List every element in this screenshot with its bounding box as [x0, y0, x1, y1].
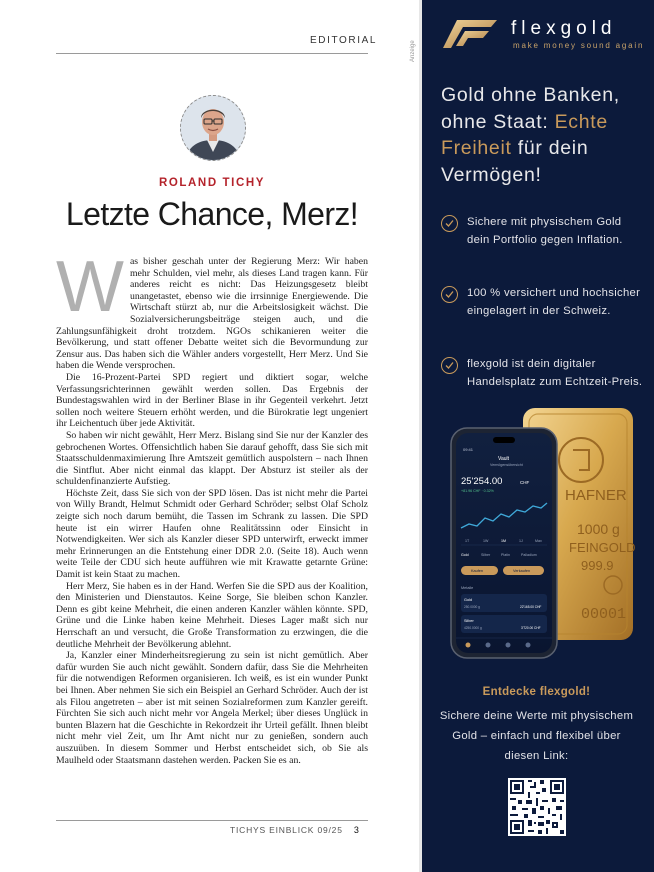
metal-platinum: Platin — [501, 553, 510, 557]
buy-button: Kaufen — [471, 569, 484, 573]
bar-label: FEINGOLD — [569, 540, 636, 555]
paragraph-6: Ja, Kanzler einer Minderheitsregierung zu sein ist nicht gemütlich. Aber dafür wurden Sie auch nicht gewählt. Sondern dafür, dass Sie die Mehrheiten für die notwendigen Reformen organisieren. Ich weiß, es ist ein wunder Punkt bei Ihnen. Aber nehmen Sie sich ein Beispiel an Gerhard Schröder. Auch der ist als Filou angetreten – aber ist mit seinen Sozialreformen zum Kanzler gereift. Fürchten Sie sich auch nicht mehr vor Angela Merkel; über dieses Unglück in bunten Blazern hat die Geschichte in Rekordzeit ihr Urteil gefällt. Ihnen bleibt nicht mehr viel Zeit, um Ihr Amt nicht nur zu genießen, sondern auch auszuüben. In diesem Sommer und Herbst entscheidet sich, ob Sie als Maulheld oder Staatsmann dastehen werden. Packen Sie es an. — [56, 650, 368, 766]
range-1j: 1J — [519, 539, 523, 543]
range-1m: 1M — [501, 539, 506, 543]
bar-purity: 999.9 — [581, 558, 614, 573]
phone-title: Vault — [498, 456, 510, 462]
headline-highlight: Echte Freiheit — [441, 110, 608, 159]
headline-part-2: für dein Vermögen! — [441, 137, 589, 186]
ad-disclosure-label: Anzeige — [410, 40, 416, 62]
check-icon — [441, 286, 458, 303]
holding-silver-amount: 4250.0000 g — [464, 626, 482, 630]
feature-text: Sichere mit physischem Gold dein Portfolio gegen Inflation. — [467, 216, 623, 246]
page-footer — [230, 825, 360, 835]
holding-gold-amount: 250.0000 g — [464, 605, 480, 609]
paragraph-2: Die 16-Prozent-Partei SPD regiert und diktiert sogar, welche Verfassungsrichterinnen gewählt werden sollen. Das Ergebnis der Bundestagswahlen wird in der Berliner Blase in ihr Gegenteil verkehrt. Jetzt sollen noch weitere Steuern erhöht werden, und die Bürokratie legt ungeniert ihr Leichentuch über jede Aktivität. — [56, 371, 368, 430]
check-icon — [441, 215, 458, 232]
phone-balance: 25'254.00 — [461, 476, 503, 487]
paragraph-text: as bisher geschah unter der Regierung Merz: Wir haben mehr Schulden, viel mehr, als dieses Land tragen kann. Für anderes reicht es nicht: Das Heizungsgesetz bleibt unangetastet, ebenso wie die irrsinnige Energiewende. Die Wirtschaft stürzt ab, nur die Arbeitslosigkeit wächst. Die Sozialversicherungsbeiträge steigen auch, und die Zahlungsunfähigkeit droht trotzdem. NGOs schikanieren weiter die Bevölkerung, und statt offener Debatte weitet sich die Bevormundung zur Zensur aus. Das haben sich die Wähler anders vorgestellt, Herr Merz. Und Sie haben die Wende versprochen. — [56, 256, 368, 372]
flexgold-advertisement[interactable] — [419, 0, 654, 872]
cta-text: Sichere deine Werte mit physischem Gold – einfach und flexibel über diesen Link: — [439, 710, 634, 762]
portrait-image — [181, 96, 245, 160]
paragraph-5: Herr Merz, Sie haben es in der Hand. Werfen Sie die SPD aus der Koalition, den Ministerien und Dienstautos. Keine Sorge, Sie bleiben schon Kanzler. Denn es gibt keine Mehrheit, die einen anderen Kanzler wählen könnte. SPD, Grüne und die Linke haben keine Mehrheit. Dieses Lager maßt sich nur Herrschaft an und versucht, die Große Transformation zu erzwingen, die die deutliche Mehrheit der Bevölkerung ablehnt. — [56, 580, 368, 650]
metal-palladium: Palladium — [521, 553, 537, 557]
holding-silver-name: Silber — [464, 619, 474, 623]
footer-publication: TICHYS EINBLICK — [230, 825, 315, 835]
paragraph-4: Höchste Zeit, dass Sie sich von der SPD lösen. Das ist nicht mehr die Partei von Willy Brandt, Helmut Schmidt oder Gerhard Schröder; selbst Olaf Scholz zeigte sich noch darum bemüht, die Tassen im Schrank zu lassen. Die SPD heute ist ein wirrer Haufen ohne Realitätssinn oder Einsicht in Notwendigkeiten. Wer sich als Kanzler dieser SPD unterwirft, erweckt immer mehr Erinnerungen an die Entstehung einer DDR 2.0. (Seite 18). Auch wenn weite Teile der CDU sich heute aufführen wie mit Krawatte getarnte Grüne: Damit ist kein Staat zu machen. — [56, 487, 368, 581]
bar-serial: 00001 — [581, 606, 627, 623]
phone-subtitle: Vermögensübersicht — [490, 463, 523, 467]
metal-gold: Gold — [461, 553, 469, 557]
feature-text: 100 % versichert und hochsicher eingelagert in der Schweiz. — [467, 287, 641, 317]
headline-part-1: Gold ohne Banken, ohne Staat: — [441, 84, 620, 133]
bar-brand: HAFNER — [565, 487, 627, 504]
paragraph-1 — [56, 247, 368, 372]
author-portrait — [180, 95, 246, 161]
top-divider — [56, 53, 368, 54]
ad-headline — [441, 82, 641, 188]
check-icon — [441, 357, 458, 374]
footer-issue: 09/25 — [317, 825, 343, 835]
range-max: Max — [535, 539, 542, 543]
drop-cap: W — [56, 247, 124, 327]
flexgold-logo-icon — [443, 18, 499, 50]
qr-code[interactable] — [508, 778, 566, 836]
metal-silver: Silber — [481, 553, 491, 557]
holding-gold-name: Gold — [464, 598, 473, 602]
phone-time: 09:41 — [463, 447, 474, 452]
holding-gold-value: 22'165.00 CHF — [520, 605, 542, 609]
article-body — [56, 247, 368, 766]
brand-name: flexgold — [511, 18, 617, 39]
bar-weight: 1000 g — [577, 521, 620, 537]
phone-change: +81.96 CHF · 0.32% — [461, 489, 494, 493]
brand-tagline: make money sound again — [513, 41, 645, 50]
product-visual — [441, 400, 641, 670]
range-1t: 1T — [465, 539, 470, 543]
author-name: ROLAND TICHY — [158, 177, 266, 189]
ad-edge — [419, 0, 422, 872]
phone-currency: CHF — [520, 480, 530, 485]
holdings-label: Metalle — [461, 586, 474, 590]
cta-title: Entdecke flexgold! — [482, 686, 591, 698]
sell-button: Verkaufen — [513, 569, 531, 573]
section-label: EDITORIAL — [310, 35, 378, 46]
footer-divider — [56, 820, 368, 821]
holding-silver-value: 3'720.00 CHF — [521, 626, 541, 630]
range-1w: 1W — [483, 539, 489, 543]
feature-text: flexgold ist dein digitaler Handelsplatz zum Echtzeit-Preis. — [467, 358, 643, 388]
paragraph-3: So haben wir nicht gewählt, Herr Merz. Bislang sind Sie nur der Kanzler des gebrochenen Wortes. Offensichtlich haben Sie darauf gehofft, dass Sie sich mit Staatsschuldenmaximierung Ihre Amtszeit gemütlich auspolstern – nach Ihnen die Sintflut. Aber nicht einmal das klappt. Der Absturz ist steiler als der schuldenfinanzierte Aufstieg. — [56, 429, 368, 488]
page-number: 3 — [353, 825, 360, 835]
article-headline: Letzte Chance, Merz! — [65, 196, 359, 232]
